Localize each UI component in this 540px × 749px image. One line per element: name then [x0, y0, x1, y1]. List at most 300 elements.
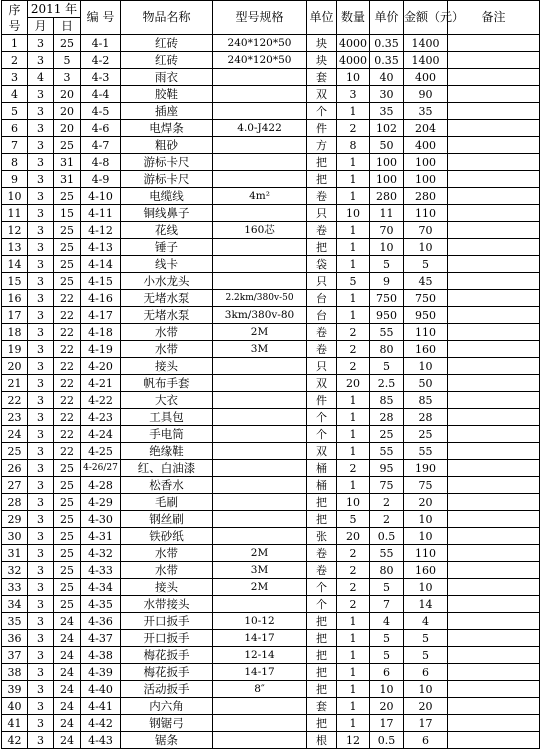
cell-day: 22	[54, 341, 81, 358]
cell-name: 电缆线	[121, 188, 213, 205]
cell-price: 80	[370, 341, 404, 358]
material-ledger-table	[1, 0, 540, 749]
cell-name: 红砖	[121, 52, 213, 69]
cell-seq: 38	[2, 664, 28, 681]
cell-price: 5	[370, 579, 404, 596]
cell-unit: 把	[307, 681, 337, 698]
table-row	[2, 732, 540, 749]
table-row	[2, 188, 540, 205]
cell-name: 接头	[121, 358, 213, 375]
cell-spec	[213, 426, 307, 443]
cell-spec	[213, 443, 307, 460]
cell-unit: 把	[307, 613, 337, 630]
cell-seq: 6	[2, 120, 28, 137]
cell-remark	[448, 392, 540, 409]
cell-qty: 20	[337, 375, 370, 392]
cell-unit: 卷	[307, 188, 337, 205]
cell-qty: 1	[337, 171, 370, 188]
cell-day: 31	[54, 154, 81, 171]
cell-spec: 14-17	[213, 664, 307, 681]
cell-code: 4-19	[81, 341, 121, 358]
cell-month: 3	[28, 154, 54, 171]
cell-amount: 10	[404, 358, 448, 375]
cell-price: 0.5	[370, 732, 404, 749]
table-row	[2, 103, 540, 120]
cell-seq: 15	[2, 273, 28, 290]
cell-code: 4-3	[81, 69, 121, 86]
cell-remark	[448, 494, 540, 511]
cell-day: 24	[54, 715, 81, 732]
cell-day: 5	[54, 52, 81, 69]
cell-qty: 1	[337, 154, 370, 171]
cell-day: 25	[54, 256, 81, 273]
cell-remark	[448, 205, 540, 222]
cell-qty: 2	[337, 579, 370, 596]
cell-spec: 14-17	[213, 630, 307, 647]
cell-qty: 2	[337, 120, 370, 137]
cell-qty: 10	[337, 205, 370, 222]
cell-seq: 2	[2, 52, 28, 69]
cell-day: 15	[54, 205, 81, 222]
cell-qty: 2	[337, 341, 370, 358]
cell-code: 4-21	[81, 375, 121, 392]
cell-price: 0.35	[370, 35, 404, 52]
cell-qty: 1	[337, 307, 370, 324]
table-row	[2, 222, 540, 239]
header-spec: 型号规格	[213, 1, 307, 35]
cell-amount: 50	[404, 375, 448, 392]
cell-amount: 110	[404, 205, 448, 222]
cell-seq: 31	[2, 545, 28, 562]
cell-month: 3	[28, 630, 54, 647]
cell-qty: 2	[337, 358, 370, 375]
cell-amount: 100	[404, 154, 448, 171]
cell-unit: 块	[307, 35, 337, 52]
cell-remark	[448, 273, 540, 290]
cell-seq: 32	[2, 562, 28, 579]
cell-month: 3	[28, 579, 54, 596]
cell-month: 3	[28, 528, 54, 545]
cell-seq: 37	[2, 647, 28, 664]
cell-day: 25	[54, 511, 81, 528]
table-row	[2, 256, 540, 273]
cell-day: 25	[54, 596, 81, 613]
cell-seq: 17	[2, 307, 28, 324]
cell-remark	[448, 239, 540, 256]
cell-code: 4-34	[81, 579, 121, 596]
cell-code: 4-41	[81, 698, 121, 715]
table-row	[2, 273, 540, 290]
cell-amount: 45	[404, 273, 448, 290]
cell-spec	[213, 205, 307, 222]
cell-month: 3	[28, 494, 54, 511]
cell-price: 7	[370, 596, 404, 613]
cell-code: 4-9	[81, 171, 121, 188]
cell-spec	[213, 392, 307, 409]
cell-day: 20	[54, 120, 81, 137]
table-row	[2, 460, 540, 477]
cell-remark	[448, 579, 540, 596]
cell-qty: 2	[337, 545, 370, 562]
cell-spec: 2M	[213, 324, 307, 341]
cell-seq: 27	[2, 477, 28, 494]
cell-code: 4-4	[81, 86, 121, 103]
cell-unit: 卷	[307, 324, 337, 341]
cell-name: 钢锯弓	[121, 715, 213, 732]
table-row	[2, 69, 540, 86]
cell-seq: 30	[2, 528, 28, 545]
cell-amount: 20	[404, 494, 448, 511]
cell-code: 4-5	[81, 103, 121, 120]
cell-price: 4	[370, 613, 404, 630]
cell-month: 3	[28, 256, 54, 273]
cell-code: 4-37	[81, 630, 121, 647]
cell-price: 100	[370, 154, 404, 171]
cell-name: 工具包	[121, 409, 213, 426]
cell-unit: 双	[307, 86, 337, 103]
cell-qty: 5	[337, 273, 370, 290]
cell-remark	[448, 545, 540, 562]
cell-day: 22	[54, 392, 81, 409]
cell-unit: 件	[307, 392, 337, 409]
cell-code: 4-6	[81, 120, 121, 137]
cell-day: 22	[54, 307, 81, 324]
cell-day: 22	[54, 290, 81, 307]
cell-unit: 把	[307, 647, 337, 664]
cell-code: 4-22	[81, 392, 121, 409]
cell-day: 25	[54, 137, 81, 154]
cell-unit: 个	[307, 596, 337, 613]
cell-code: 4-23	[81, 409, 121, 426]
cell-day: 22	[54, 409, 81, 426]
cell-qty: 2	[337, 596, 370, 613]
cell-amount: 6	[404, 664, 448, 681]
cell-seq: 20	[2, 358, 28, 375]
cell-name: 开口扳手	[121, 630, 213, 647]
cell-amount: 1400	[404, 52, 448, 69]
cell-remark	[448, 35, 540, 52]
table-row	[2, 494, 540, 511]
cell-amount: 10	[404, 579, 448, 596]
cell-spec: 8″	[213, 681, 307, 698]
cell-code: 4-20	[81, 358, 121, 375]
cell-month: 3	[28, 188, 54, 205]
cell-qty: 12	[337, 732, 370, 749]
cell-amount: 14	[404, 596, 448, 613]
cell-qty: 20	[337, 528, 370, 545]
header-month: 月	[28, 18, 54, 35]
cell-seq: 42	[2, 732, 28, 749]
cell-day: 25	[54, 545, 81, 562]
cell-remark	[448, 154, 540, 171]
cell-name: 铜线鼻子	[121, 205, 213, 222]
cell-day: 24	[54, 630, 81, 647]
cell-amount: 160	[404, 341, 448, 358]
cell-unit: 只	[307, 205, 337, 222]
cell-price: 75	[370, 477, 404, 494]
cell-seq: 7	[2, 137, 28, 154]
cell-remark	[448, 137, 540, 154]
cell-price: 11	[370, 205, 404, 222]
cell-code: 4-13	[81, 239, 121, 256]
table-row	[2, 681, 540, 698]
table-row	[2, 528, 540, 545]
cell-code: 4-30	[81, 511, 121, 528]
cell-code: 4-35	[81, 596, 121, 613]
cell-qty: 5	[337, 511, 370, 528]
cell-month: 3	[28, 477, 54, 494]
cell-remark	[448, 341, 540, 358]
cell-amount: 75	[404, 477, 448, 494]
cell-spec: 4.0-J422	[213, 120, 307, 137]
cell-price: 10	[370, 681, 404, 698]
cell-code: 4-10	[81, 188, 121, 205]
cell-spec	[213, 715, 307, 732]
cell-spec: 12-14	[213, 647, 307, 664]
cell-name: 游标卡尺	[121, 154, 213, 171]
cell-amount: 85	[404, 392, 448, 409]
cell-code: 4-17	[81, 307, 121, 324]
cell-price: 35	[370, 103, 404, 120]
cell-unit: 卷	[307, 222, 337, 239]
table-row	[2, 375, 540, 392]
cell-remark	[448, 477, 540, 494]
cell-seq: 11	[2, 205, 28, 222]
cell-price: 55	[370, 545, 404, 562]
cell-qty: 1	[337, 103, 370, 120]
cell-seq: 35	[2, 613, 28, 630]
cell-day: 22	[54, 375, 81, 392]
table-row	[2, 205, 540, 222]
cell-seq: 41	[2, 715, 28, 732]
cell-month: 3	[28, 324, 54, 341]
cell-day: 20	[54, 103, 81, 120]
header-row-top	[2, 1, 540, 18]
cell-name: 绝缘鞋	[121, 443, 213, 460]
cell-remark	[448, 698, 540, 715]
cell-day: 24	[54, 681, 81, 698]
cell-seq: 23	[2, 409, 28, 426]
cell-seq: 36	[2, 630, 28, 647]
cell-qty: 1	[337, 426, 370, 443]
cell-price: 5	[370, 630, 404, 647]
cell-remark	[448, 715, 540, 732]
cell-unit: 方	[307, 137, 337, 154]
cell-unit: 卷	[307, 562, 337, 579]
cell-code: 4-39	[81, 664, 121, 681]
cell-qty: 4000	[337, 35, 370, 52]
cell-unit: 把	[307, 715, 337, 732]
cell-month: 3	[28, 443, 54, 460]
cell-name: 红砖	[121, 35, 213, 52]
cell-qty: 10	[337, 69, 370, 86]
table-row	[2, 630, 540, 647]
cell-remark	[448, 562, 540, 579]
cell-month: 3	[28, 307, 54, 324]
cell-remark	[448, 426, 540, 443]
cell-day: 25	[54, 188, 81, 205]
cell-amount: 28	[404, 409, 448, 426]
cell-spec: 3M	[213, 341, 307, 358]
header-seq-bottom: 号	[8, 18, 21, 33]
cell-amount: 110	[404, 545, 448, 562]
cell-spec: 240*120*50	[213, 52, 307, 69]
cell-amount: 100	[404, 171, 448, 188]
table-row	[2, 698, 540, 715]
cell-price: 55	[370, 443, 404, 460]
cell-code: 4-33	[81, 562, 121, 579]
cell-price: 5	[370, 256, 404, 273]
cell-seq: 12	[2, 222, 28, 239]
cell-price: 100	[370, 171, 404, 188]
cell-qty: 1	[337, 290, 370, 307]
cell-unit: 个	[307, 579, 337, 596]
cell-amount: 750	[404, 290, 448, 307]
cell-remark	[448, 732, 540, 749]
cell-spec: 240*120*50	[213, 35, 307, 52]
table-row	[2, 324, 540, 341]
cell-name: 梅花扳手	[121, 647, 213, 664]
cell-name: 锯条	[121, 732, 213, 749]
cell-remark	[448, 409, 540, 426]
cell-code: 4-18	[81, 324, 121, 341]
cell-remark	[448, 103, 540, 120]
cell-qty: 1	[337, 698, 370, 715]
cell-price: 6	[370, 664, 404, 681]
cell-month: 3	[28, 715, 54, 732]
cell-day: 25	[54, 477, 81, 494]
table-row	[2, 562, 540, 579]
cell-remark	[448, 375, 540, 392]
cell-price: 20	[370, 698, 404, 715]
cell-spec	[213, 375, 307, 392]
cell-amount: 10	[404, 239, 448, 256]
cell-price: 17	[370, 715, 404, 732]
cell-day: 25	[54, 460, 81, 477]
cell-amount: 20	[404, 698, 448, 715]
table-row	[2, 137, 540, 154]
cell-name: 毛刷	[121, 494, 213, 511]
cell-name: 水带	[121, 562, 213, 579]
cell-name: 无堵水泵	[121, 290, 213, 307]
cell-seq: 14	[2, 256, 28, 273]
cell-seq: 16	[2, 290, 28, 307]
cell-name: 游标卡尺	[121, 171, 213, 188]
cell-price: 280	[370, 188, 404, 205]
cell-code: 4-2	[81, 52, 121, 69]
cell-seq: 26	[2, 460, 28, 477]
cell-code: 4-11	[81, 205, 121, 222]
cell-month: 3	[28, 171, 54, 188]
cell-price: 70	[370, 222, 404, 239]
cell-month: 3	[28, 35, 54, 52]
cell-price: 5	[370, 358, 404, 375]
cell-month: 3	[28, 290, 54, 307]
cell-month: 3	[28, 511, 54, 528]
header-amount: 金额（元）	[404, 1, 448, 35]
cell-month: 3	[28, 222, 54, 239]
cell-amount: 25	[404, 426, 448, 443]
cell-seq: 5	[2, 103, 28, 120]
cell-month: 3	[28, 103, 54, 120]
table-row	[2, 239, 540, 256]
cell-day: 25	[54, 562, 81, 579]
cell-amount: 190	[404, 460, 448, 477]
cell-qty: 1	[337, 239, 370, 256]
cell-amount: 5	[404, 647, 448, 664]
cell-spec	[213, 409, 307, 426]
cell-remark	[448, 358, 540, 375]
cell-remark	[448, 528, 540, 545]
table-row	[2, 477, 540, 494]
cell-remark	[448, 307, 540, 324]
cell-unit: 只	[307, 273, 337, 290]
cell-spec	[213, 273, 307, 290]
cell-price: 9	[370, 273, 404, 290]
cell-day: 24	[54, 698, 81, 715]
cell-month: 3	[28, 52, 54, 69]
cell-remark	[448, 290, 540, 307]
cell-qty: 10	[337, 494, 370, 511]
cell-month: 4	[28, 69, 54, 86]
cell-remark	[448, 222, 540, 239]
cell-spec	[213, 460, 307, 477]
cell-unit: 个	[307, 103, 337, 120]
cell-remark	[448, 188, 540, 205]
cell-unit: 桶	[307, 460, 337, 477]
header-seq-top: 序	[8, 2, 21, 17]
cell-spec: 2M	[213, 545, 307, 562]
cell-name: 水带	[121, 545, 213, 562]
cell-unit: 双	[307, 443, 337, 460]
cell-unit: 套	[307, 69, 337, 86]
table-row	[2, 664, 540, 681]
cell-day: 20	[54, 86, 81, 103]
cell-name: 雨衣	[121, 69, 213, 86]
cell-price: 5	[370, 647, 404, 664]
cell-code: 4-12	[81, 222, 121, 239]
cell-name: 水带	[121, 341, 213, 358]
cell-day: 22	[54, 324, 81, 341]
cell-amount: 10	[404, 528, 448, 545]
cell-month: 3	[28, 545, 54, 562]
cell-price: 750	[370, 290, 404, 307]
cell-seq: 3	[2, 69, 28, 86]
header-remark: 备注	[448, 1, 540, 35]
cell-code: 4-28	[81, 477, 121, 494]
cell-code: 4-29	[81, 494, 121, 511]
cell-day: 22	[54, 358, 81, 375]
cell-name: 锤子	[121, 239, 213, 256]
cell-name: 水带接头	[121, 596, 213, 613]
cell-unit: 套	[307, 698, 337, 715]
cell-remark	[448, 171, 540, 188]
cell-price: 102	[370, 120, 404, 137]
cell-code: 4-32	[81, 545, 121, 562]
cell-remark	[448, 613, 540, 630]
cell-name: 线卡	[121, 256, 213, 273]
table-row	[2, 647, 540, 664]
cell-month: 3	[28, 613, 54, 630]
table-row	[2, 358, 540, 375]
cell-seq: 40	[2, 698, 28, 715]
cell-unit: 把	[307, 630, 337, 647]
cell-amount: 6	[404, 732, 448, 749]
cell-name: 小水龙头	[121, 273, 213, 290]
cell-qty: 1	[337, 630, 370, 647]
cell-unit: 袋	[307, 256, 337, 273]
cell-spec: 3M	[213, 562, 307, 579]
